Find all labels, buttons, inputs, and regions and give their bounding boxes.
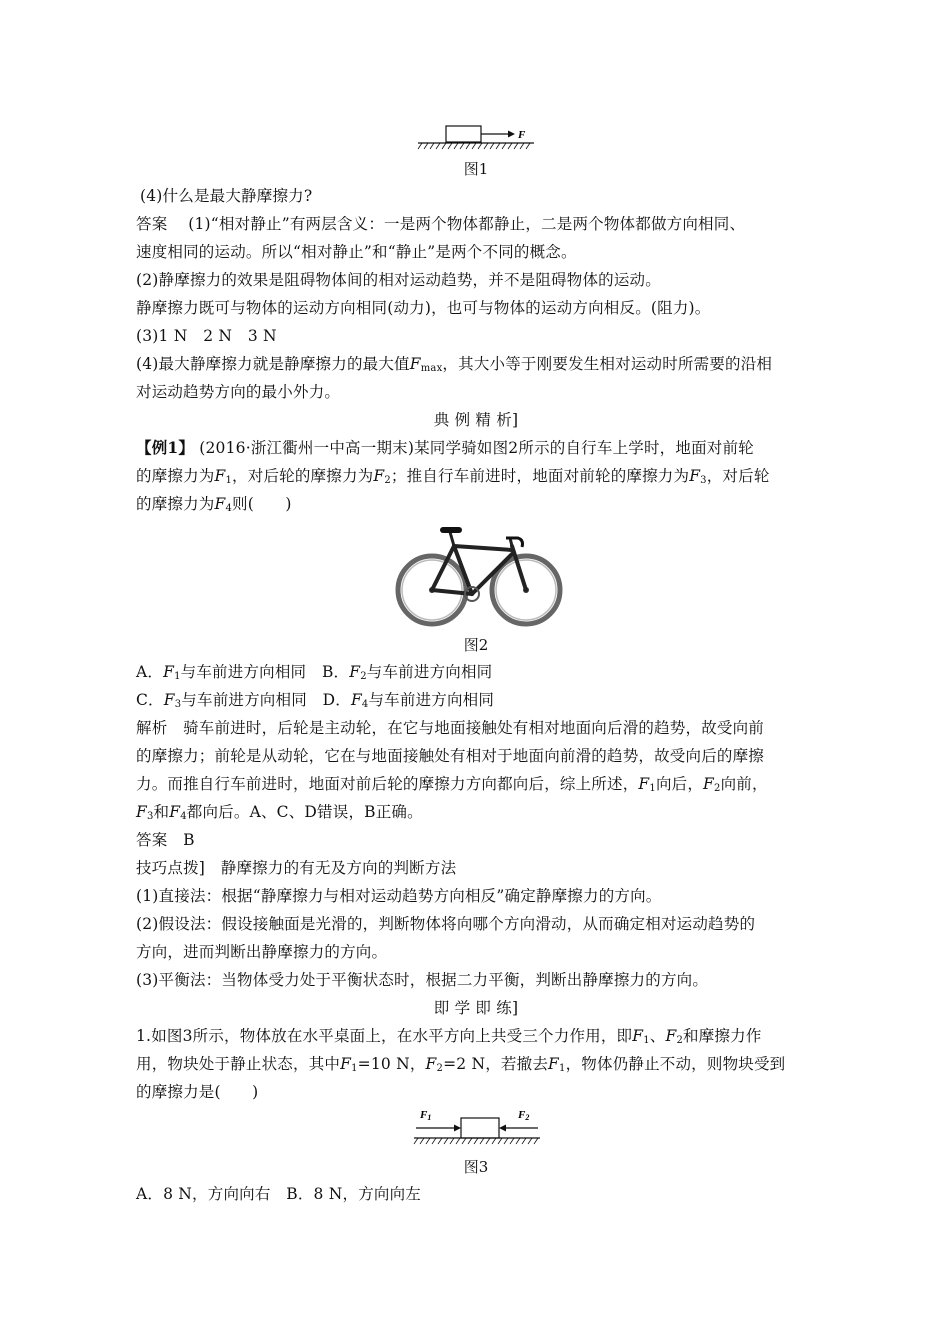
t: ，对后轮 bbox=[706, 467, 770, 485]
t: 骑车前进时，后轮是主动轮，在它与地面接触处有相对地面向后滑的趋势，故受向前 bbox=[183, 719, 765, 737]
subscript: 2 bbox=[360, 671, 367, 682]
t: =2 N，若撤去 bbox=[443, 1055, 549, 1073]
f1-label: F1 bbox=[420, 1109, 432, 1122]
t: 向后， bbox=[655, 775, 704, 793]
subscript: 1 bbox=[351, 1063, 358, 1074]
subscript: 2 bbox=[714, 783, 721, 794]
block bbox=[461, 1118, 499, 1138]
tips-heading: 静摩擦力的有无及方向的判断方法 bbox=[220, 859, 457, 877]
answer-1-line-1 bbox=[136, 214, 745, 234]
t: 、 bbox=[649, 1027, 666, 1045]
t: 则( ) bbox=[232, 495, 292, 513]
tips-title bbox=[136, 858, 456, 878]
f-symbol: F bbox=[638, 775, 650, 793]
question-4: (4)什么是最大静摩擦力? bbox=[140, 187, 313, 205]
figure-3-caption: 图3 bbox=[463, 1158, 489, 1176]
option-d-text: 与车前进方向相同 bbox=[368, 691, 495, 709]
answer-2-line bbox=[136, 830, 195, 850]
answer-value: B bbox=[183, 831, 195, 849]
figure-2-caption: 图2 bbox=[463, 636, 489, 654]
f-symbol: F bbox=[163, 691, 175, 709]
option-b: B．$F_2$与车前进方向相同 bbox=[321, 663, 493, 682]
options-line-2 bbox=[136, 690, 494, 715]
t: 的摩擦力为 bbox=[136, 467, 215, 485]
tips-method-3: (3)平衡法：当物体受力处于平衡状态时，根据二力平衡，判断出静摩擦力的方向。 bbox=[136, 971, 709, 989]
answer-3-line: (3)1 N 2 N 3 N bbox=[136, 327, 277, 345]
t: 都向后。A、C、D错误，B正确。 bbox=[186, 803, 423, 821]
f-symbol: F bbox=[409, 355, 421, 373]
question-1-line-3: 的摩擦力是( ) bbox=[136, 1083, 259, 1101]
answer-1-line-2: 速度相同的运动。所以“相对静止”和“静止”是两个不同的概念。 bbox=[136, 243, 577, 261]
subscript: 2 bbox=[676, 1035, 684, 1046]
option-a: A．$F_1$与车前进方向相同 bbox=[136, 663, 307, 682]
answer-2-line: (2)静摩擦力的效果是阻碍物体间的相对运动趋势，并不是阻碍物体的运动。 bbox=[136, 271, 661, 289]
subscript: 2 bbox=[436, 1063, 444, 1074]
subscript: 1 bbox=[643, 1035, 650, 1046]
t: 和摩擦力作 bbox=[683, 1027, 762, 1045]
options-2-line bbox=[136, 1184, 421, 1204]
tips-label: 技巧点拨] bbox=[136, 859, 206, 877]
saddle bbox=[440, 527, 462, 533]
option-c: C．$F_3$与车前进方向相同 bbox=[136, 691, 307, 710]
f-symbol: F bbox=[703, 775, 715, 793]
f-symbol: F bbox=[548, 1055, 559, 1073]
subscript: 1 bbox=[225, 475, 233, 486]
f-symbol: F bbox=[169, 803, 181, 821]
example-line-2 bbox=[136, 466, 770, 491]
option-c-text: 与车前进方向相同 bbox=[181, 691, 307, 709]
t: ；推自行车前进时，地面对前轮的摩擦力为 bbox=[390, 467, 690, 485]
f-symbol: F bbox=[665, 1027, 677, 1045]
subscript: 3 bbox=[146, 811, 154, 822]
example-text-1: (2016·浙江衢州一中高一期末)某同学骑如图2所示的自行车上学时，地面对前轮 bbox=[199, 439, 754, 457]
f-symbol: F bbox=[340, 1055, 352, 1073]
answer-1-text: (1)“相对静止”有两层含义：一是两个物体都静止，二是两个物体都做方向相同、 bbox=[188, 215, 746, 233]
answer-4-text-b: ，其大小等于刚要发生相对运动时所需要的沿相 bbox=[442, 355, 773, 373]
f-symbol: F bbox=[350, 691, 362, 709]
answer-label: 答案 bbox=[136, 215, 168, 233]
answer-4-text-a: (4)最大静摩擦力就是静摩擦力的最大值 bbox=[136, 355, 410, 373]
subscript: 1 bbox=[559, 1063, 566, 1074]
section-heading-examples: 典 例 精 析] bbox=[433, 411, 519, 429]
f-symbol: F bbox=[689, 467, 701, 485]
handlebar bbox=[506, 538, 523, 547]
subscript: 1 bbox=[649, 783, 656, 794]
t: ，物体仍静止不动，则物块受到 bbox=[565, 1055, 786, 1073]
subscript: 2 bbox=[384, 475, 391, 486]
answer-4-line-2: 对运动趋势方向的最小外力。 bbox=[136, 383, 341, 401]
t: =10 N， bbox=[357, 1055, 426, 1073]
frame bbox=[432, 546, 526, 594]
example-tag: 【例1】 bbox=[136, 438, 195, 457]
subscript: 4 bbox=[225, 503, 233, 514]
question-1-line-1 bbox=[136, 1026, 762, 1051]
example-line-3 bbox=[136, 494, 292, 519]
figure-1-caption: 图1 bbox=[463, 160, 489, 178]
analysis-label: 解析 bbox=[136, 719, 168, 737]
force-label: F bbox=[518, 129, 526, 141]
option-a: A．8 N，方向向右 bbox=[136, 1185, 271, 1203]
tips-method-1: (1)直接法：根据“静摩擦力与相对运动趋势方向相反”确定静摩擦力的方向。 bbox=[136, 887, 662, 905]
option-b: B．8 N，方向向左 bbox=[286, 1185, 421, 1203]
answer-label: 答案 bbox=[136, 831, 168, 849]
options-line-1 bbox=[136, 662, 492, 687]
option-d: D．$F_4$与车前进方向相同 bbox=[322, 691, 495, 710]
block bbox=[446, 126, 481, 142]
t: 力。而推自行车前进时，地面对前后轮的摩擦力方向都向后，综上所述， bbox=[136, 775, 639, 793]
question-1-line-2 bbox=[136, 1054, 785, 1079]
answer-2b-line: 静摩擦力既可与物体的运动方向相同(动力)，也可与物体的运动方向相反。(阻力)。 bbox=[136, 299, 711, 317]
f-symbol: F bbox=[136, 803, 147, 821]
tips-method-2-line-2: 方向，进而判断出静摩擦力的方向。 bbox=[136, 943, 388, 961]
example-line-1 bbox=[136, 438, 754, 458]
f-symbol: F bbox=[373, 467, 385, 485]
f-symbol: F bbox=[163, 663, 175, 681]
f-symbol: F bbox=[214, 467, 226, 485]
f-symbol: F bbox=[632, 1027, 644, 1045]
analysis-line-1 bbox=[136, 718, 764, 738]
t: 1.如图3所示，物体放在水平桌面上，在水平方向上共受三个力作用，即 bbox=[136, 1027, 633, 1045]
max-subscript: max bbox=[420, 363, 443, 374]
f-symbol: F bbox=[349, 663, 361, 681]
t: 向前， bbox=[720, 775, 768, 793]
analysis-line-4 bbox=[136, 802, 423, 827]
subscript: 4 bbox=[180, 811, 187, 822]
option-a-text: 与车前进方向相同 bbox=[180, 663, 307, 681]
answer-4-line-1 bbox=[136, 354, 772, 379]
analysis-line-2: 的摩擦力；前轮是从动轮，它在与地面接触处有相对于地面向前滑的趋势，故受向后的摩擦 bbox=[136, 747, 765, 765]
figure-3-force-diagram bbox=[412, 1104, 542, 1148]
option-b-text: 与车前进方向相同 bbox=[366, 663, 493, 681]
tips-method-2-line-1: (2)假设法：假设接触面是光滑的，判断物体将向哪个方向滑动，从而确定相对运动趋势的 bbox=[136, 915, 756, 933]
analysis-line-3 bbox=[136, 774, 768, 799]
f-symbol: F bbox=[214, 495, 226, 513]
section-heading-practice: 即 学 即 练] bbox=[433, 999, 519, 1017]
subscript: 4 bbox=[361, 699, 369, 710]
t: 的摩擦力为 bbox=[136, 495, 215, 513]
figure-2-bicycle-image bbox=[394, 520, 564, 628]
f2-label: F2 bbox=[518, 1109, 530, 1122]
t: ，对后轮的摩擦力为 bbox=[232, 467, 374, 485]
subscript: 3 bbox=[174, 699, 182, 710]
figure-1-block-diagram bbox=[416, 118, 536, 152]
subscript: 3 bbox=[700, 475, 707, 486]
f-symbol: F bbox=[425, 1055, 437, 1073]
subscript: 1 bbox=[174, 671, 181, 682]
t: 用，物块处于静止状态，其中 bbox=[136, 1055, 341, 1073]
t: 和 bbox=[153, 803, 170, 821]
